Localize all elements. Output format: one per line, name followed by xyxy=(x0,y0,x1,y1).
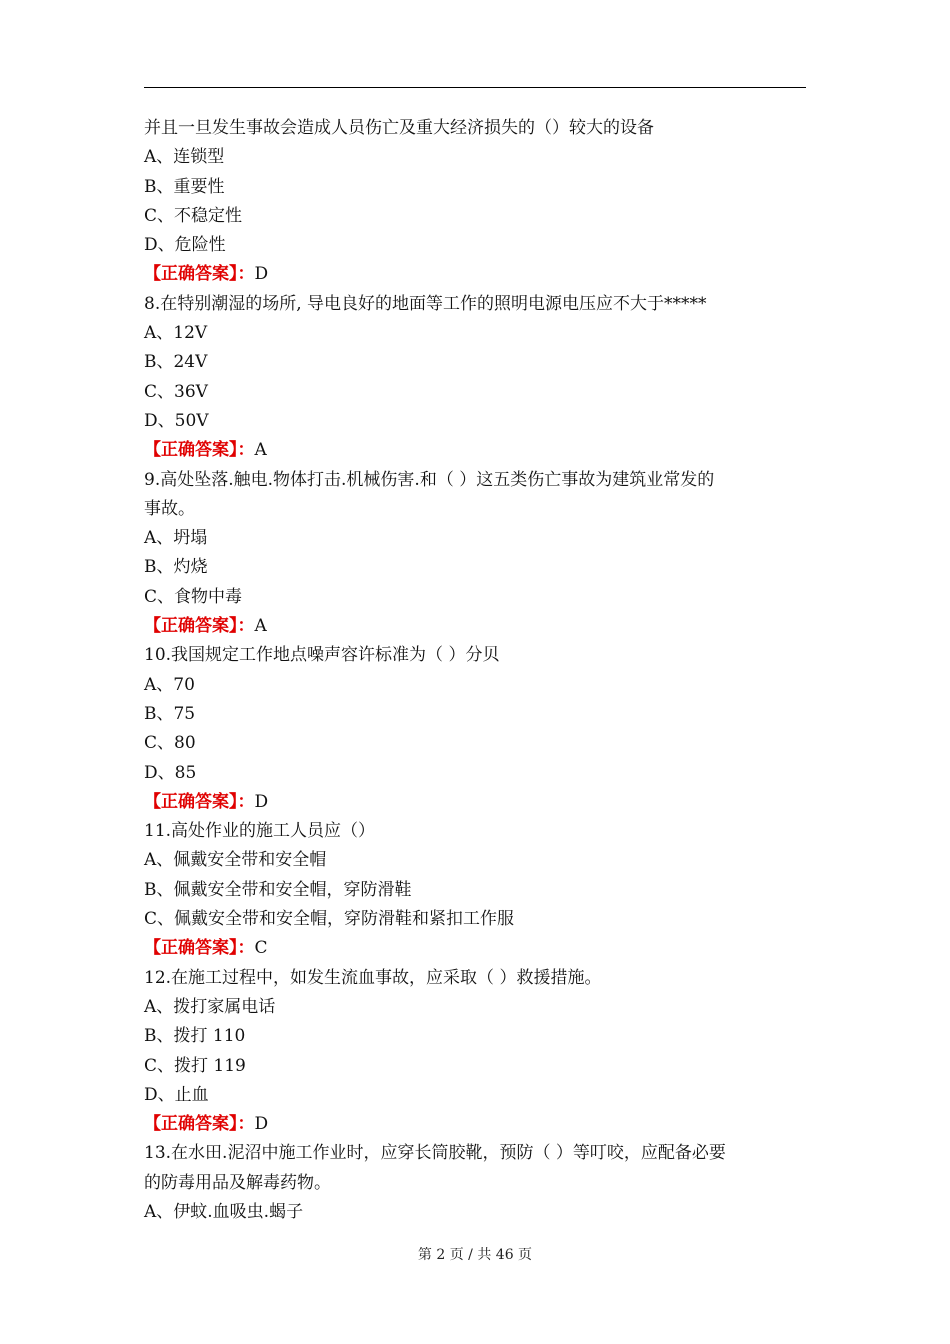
option-line: C、80 xyxy=(144,733,196,754)
option-line: C、36V xyxy=(144,381,208,402)
option-line: D、止血 xyxy=(144,1084,209,1105)
answer-value: A xyxy=(254,440,267,461)
text-line: 的防毒用品及解毒药物。 xyxy=(144,1172,331,1193)
question-line: 11.高处作业的施工人员应（） xyxy=(144,821,376,842)
option-line: D、危险性 xyxy=(144,235,226,256)
option-line: A、佩戴安全带和安全帽 xyxy=(144,850,327,871)
answer-line xyxy=(144,1110,806,1139)
option-line: C、佩戴安全带和安全帽，穿防滑鞋和紧扣工作服 xyxy=(144,909,515,930)
answer-label: 【正确答案】： xyxy=(144,616,255,637)
option-line: D、50V xyxy=(144,410,209,431)
option-line: B、拨打 110 xyxy=(144,1026,246,1047)
header-rule xyxy=(144,87,806,88)
answer-value: C xyxy=(254,938,268,959)
option-line: A、坍塌 xyxy=(144,528,208,549)
option-line: C、食物中毒 xyxy=(144,586,243,607)
option-line: A、拨打家属电话 xyxy=(144,996,276,1017)
answer-value: A xyxy=(254,616,267,637)
text-line: 事故。 xyxy=(144,498,195,519)
option-line: B、75 xyxy=(144,703,196,724)
document-body xyxy=(144,114,806,1227)
question-line: 12.在施工过程中，如发生流血事故，应采取（ ）救援措施。 xyxy=(144,967,602,988)
question-line: 13.在水田.泥沼中施工作业时，应穿长筒胶靴，预防（ ）等叮咬，应配备必要 xyxy=(144,1143,726,1164)
question-line: 10.我国规定工作地点噪声容许标准为（ ）分贝 xyxy=(144,645,500,666)
question-line: 8.在特别潮湿的场所, 导电良好的地面等工作的照明电源电压应不大于***** xyxy=(144,293,707,314)
answer-label: 【正确答案】： xyxy=(144,938,255,959)
option-line: B、灼烧 xyxy=(144,557,208,578)
text-line: 并且一旦发生事故会造成人员伤亡及重大经济损失的（）较大的设备 xyxy=(144,118,654,138)
page-footer: 第 2 页 / 共 46 页 xyxy=(417,1247,533,1263)
answer-label: 【正确答案】： xyxy=(144,1114,255,1135)
answer-value: D xyxy=(254,264,269,285)
option-line: A、连锁型 xyxy=(144,147,225,168)
answer-label: 【正确答案】： xyxy=(144,791,255,812)
question-line: 9.高处坠落.触电.物体打击.机械伤害.和（ ）这五类伤亡事故为建筑业常发的 xyxy=(144,469,715,490)
answer-label: 【正确答案】： xyxy=(144,264,255,285)
answer-line xyxy=(144,788,806,817)
option-line: A、12V xyxy=(144,323,208,344)
answer-line xyxy=(144,934,806,963)
answer-value: D xyxy=(254,1114,269,1135)
answer-value: D xyxy=(254,791,269,812)
option-line: D、85 xyxy=(144,762,197,783)
answer-label: 【正确答案】： xyxy=(144,440,255,461)
answer-line xyxy=(144,260,806,289)
option-line: B、佩戴安全带和安全帽，穿防滑鞋 xyxy=(144,879,412,900)
option-line: A、70 xyxy=(144,674,195,695)
option-line: C、不稳定性 xyxy=(144,205,243,226)
option-line: A、伊蚊.血吸虫.蝎子 xyxy=(144,1201,304,1222)
option-line: B、重要性 xyxy=(144,176,225,197)
answer-line xyxy=(144,436,806,465)
option-line: C、拨打 119 xyxy=(144,1055,246,1076)
answer-line xyxy=(144,612,806,641)
option-line: B、24V xyxy=(144,352,208,373)
